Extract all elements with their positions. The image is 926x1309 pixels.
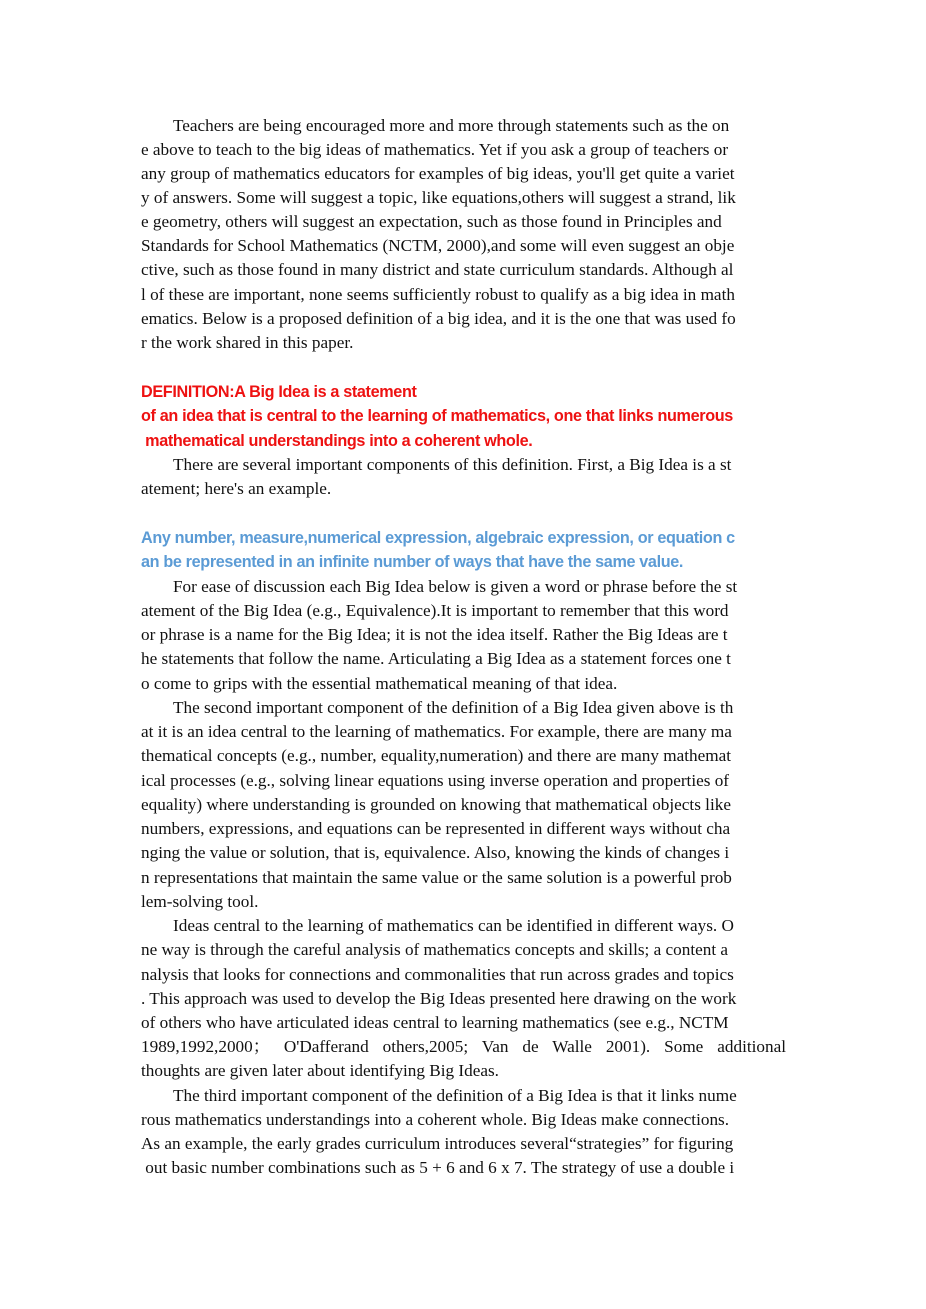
paragraph-5-line-5: of others who have articulated ideas central to learning mathematics (see e.g., NCTM (141, 1013, 729, 1032)
paragraph-5-line-3: nalysis that looks for connections and commonalities that run across grades and topics (141, 965, 734, 984)
paragraph-4-line-1: The second important component of the definition of a Big Idea given above is th (173, 698, 734, 717)
paragraph-6-line-3: As an example, the early grades curriculum introduces several“strategies” for figuring (141, 1134, 734, 1153)
paragraph-1-line-9: ematics. Below is a proposed definition of a big idea, and it is the one that was used fo (141, 309, 736, 328)
paragraph-1-line-8: l of these are important, none seems sufficiently robust to qualify as a big idea in math (141, 285, 735, 304)
paragraph-3-line-4: he statements that follow the name. Articulating a Big Idea as a statement forces one t (141, 649, 731, 668)
definition-line-3: mathematical understandings into a coherent whole. (141, 432, 533, 450)
definition-line-2: of an idea that is central to the learning of mathematics, one that links numerous (141, 407, 733, 425)
paragraph-3-line-1: For ease of discussion each Big Idea below is given a word or phrase before the st (173, 577, 738, 596)
definition-line-1: DEFINITION:A Big Idea is a statement (141, 383, 417, 401)
paragraph-1-line-4: y of answers. Some will suggest a topic, like equations,others will suggest a strand, lik (141, 188, 736, 207)
paragraph-2-line-1: There are several important components of this definition. First, a Big Idea is a st (173, 455, 732, 474)
paragraph-5-line-4: . This approach was used to develop the Big Ideas presented here drawing on the work (141, 989, 737, 1008)
paragraph-6-line-4: out basic number combinations such as 5 + 6 and 6 x 7. The strategy of use a double i (141, 1158, 735, 1177)
paragraph-6-line-2: rous mathematics understandings into a coherent whole. Big Ideas make connections. (141, 1110, 730, 1129)
paragraph-1-line-3: any group of mathematics educators for examples of big ideas, you'll get quite a variet (141, 164, 735, 183)
paragraph-1-line-1: Teachers are being encouraged more and more through statements such as the on (173, 116, 730, 135)
paragraph-1-line-7: ctive, such as those found in many district and state curriculum standards. Although al (141, 260, 734, 279)
paragraph-5-line-7: thoughts are given later about identifying Big Ideas. (141, 1061, 499, 1080)
paragraph-4-line-4: ical processes (e.g., solving linear equations using inverse operation and properties of (141, 771, 730, 790)
paragraph-4-line-8: n representations that maintain the same value or the same solution is a powerful prob (141, 868, 732, 887)
paragraph-4-line-7: nging the value or solution, that is, equivalence. Also, knowing the kinds of changes i (141, 843, 730, 862)
paragraph-1-line-10: r the work shared in this paper. (141, 333, 354, 352)
paragraph-1-line-5: e geometry, others will suggest an expectation, such as those found in Principles and (141, 212, 722, 231)
paragraph-4-line-2: at it is an idea central to the learning of mathematics. For example, there are many ma (141, 722, 732, 741)
paragraph-4-line-3: thematical concepts (e.g., number, equality,numeration) and there are many mathemat (141, 746, 731, 765)
paragraph-1-line-6: Standards for School Mathematics (NCTM, 2000),and some will even suggest an obje (141, 236, 735, 255)
paragraph-1-line-2: e above to teach to the big ideas of mathematics. Yet if you ask a group of teachers or (141, 140, 729, 159)
paragraph-4-line-9: lem-solving tool. (141, 892, 259, 911)
example-line-1: Any number, measure,numerical expression, algebraic expression, or equation c (141, 529, 735, 547)
paragraph-5-line-1: Ideas central to the learning of mathematics can be identified in different ways. O (173, 916, 734, 935)
paragraph-4-line-5: equality) where understanding is grounded on knowing that mathematical objects like (141, 795, 731, 814)
paragraph-3-line-3: or phrase is a name for the Big Idea; it is not the idea itself. Rather the Big Ideas are t (141, 625, 728, 644)
paragraph-2-line-2: atement; here's an example. (141, 479, 332, 498)
paragraph-5-line-2: ne way is through the careful analysis of mathematics concepts and skills; a content a (141, 940, 729, 959)
paragraph-5-line-6: 1989,1992,2000； O'Dafferand others,2005; Van de Walle 2001). Some additional (141, 1037, 786, 1056)
paragraph-3-line-5: o come to grips with the essential mathematical meaning of that idea. (141, 674, 618, 693)
paragraph-3-line-2: atement of the Big Idea (e.g., Equivalence).It is important to remember that this word (141, 601, 729, 620)
example-line-2: an be represented in an infinite number of ways that have the same value. (141, 553, 684, 571)
paragraph-4-line-6: numbers, expressions, and equations can be represented in different ways without cha (141, 819, 731, 838)
paragraph-6-line-1: The third important component of the definition of a Big Idea is that it links nume (173, 1086, 737, 1105)
